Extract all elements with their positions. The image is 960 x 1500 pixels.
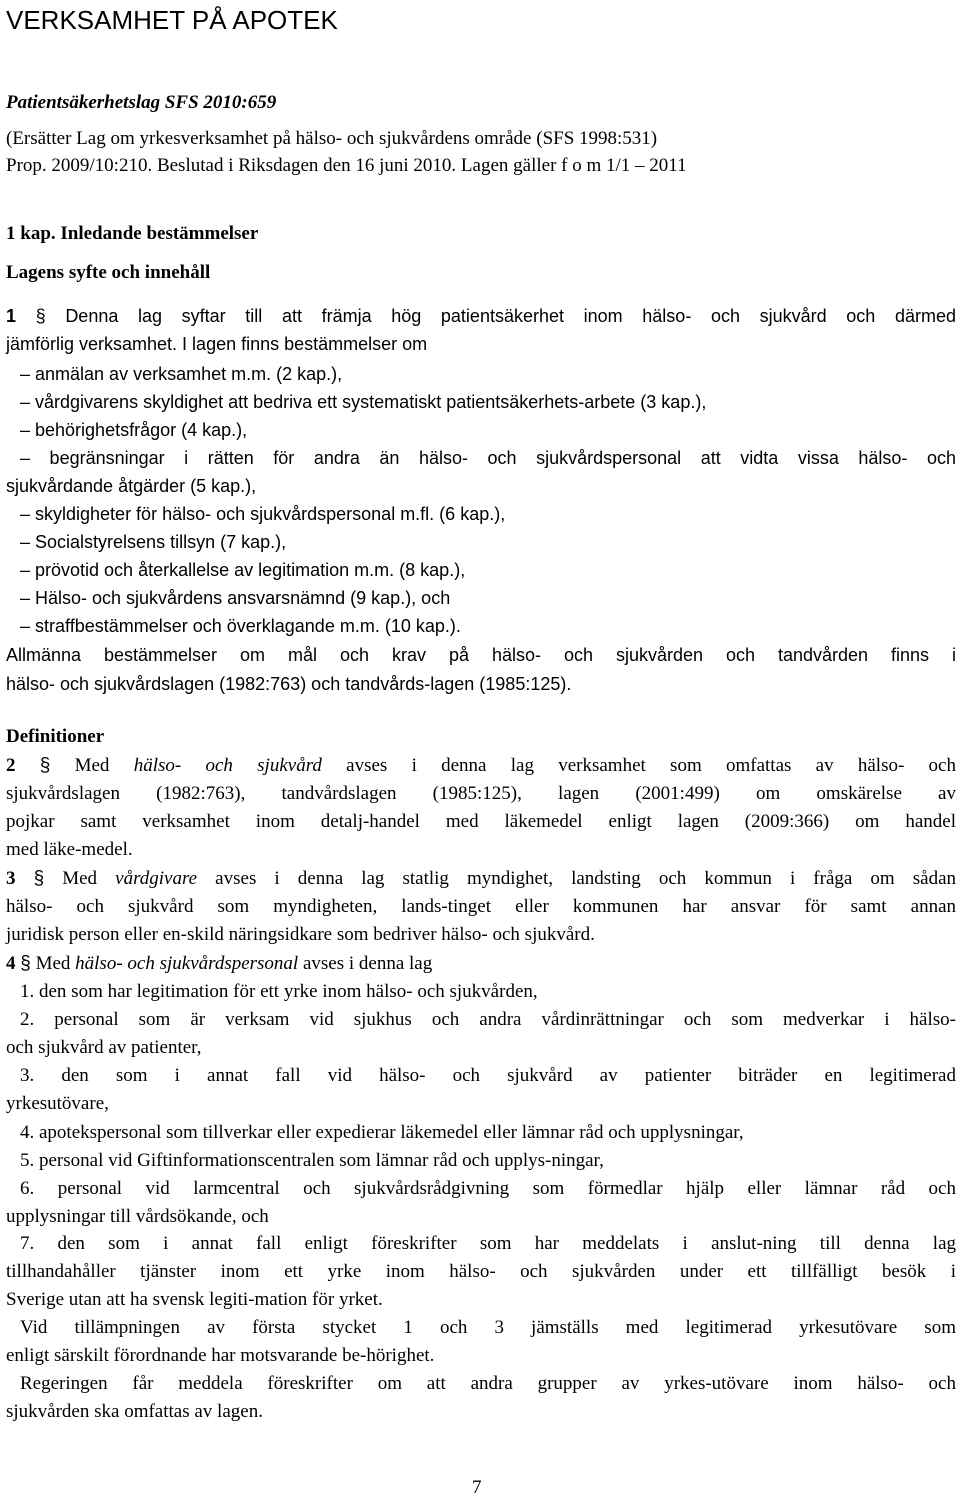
definitions-heading: Definitioner: [6, 726, 105, 747]
general-provisions: hälso- och sjukvårdslagen (1982:763) och tandvårds-lagen (1985:125).: [6, 674, 572, 694]
list-item: – straffbestämmelser och överklagande m.m. (10 kap.).: [20, 616, 461, 636]
numbered-item-continued: upplysningar till vårdsökande, och: [6, 1206, 269, 1227]
section-number: 4: [6, 953, 16, 974]
defined-term: hälso- och sjukvård: [133, 755, 322, 776]
paragraph-sign-icon: §: [35, 306, 46, 326]
defined-term: hälso- och sjukvårdspersonal: [75, 953, 299, 974]
defined-term: vårdgivare: [115, 868, 198, 889]
numbered-item: 3. den som i annat fall vid hälso- och sjukvård av patienter biträder en legitimerad: [20, 1065, 956, 1086]
section-2-line: med läke-medel.: [6, 839, 133, 860]
list-item: – behörighetsfrågor (4 kap.),: [20, 420, 248, 440]
list-item: – skyldigheter för hälso- och sjukvårdspersonal m.fl. (6 kap.),: [20, 504, 506, 524]
section-text: avses i denna lag statlig myndighet, landsting och kommun i fråga om sådan: [197, 868, 957, 889]
section-1-line: jämförlig verksamhet. I lagen finns bestämmelser om: [6, 334, 428, 354]
section-2-line: [6, 754, 956, 778]
paragraph-line: Regeringen får meddela föreskrifter om att andra grupper av yrkes-utövare inom hälso- och: [20, 1373, 956, 1394]
list-item: – Hälso- och sjukvårdens ansvarsnämnd (9 kap.), och: [20, 588, 451, 608]
numbered-item: 2. personal som är verksam vid sjukhus och andra vårdinrättningar och som medverkar i hälso-: [20, 1009, 956, 1030]
section-number: 1: [6, 306, 17, 326]
section-subheading: Lagens syfte och innehåll: [6, 262, 211, 283]
section-text: Med: [62, 868, 116, 889]
page-title: VERKSAMHET PÅ APOTEK: [6, 5, 338, 35]
numbered-item-continued: yrkesutövare,: [6, 1093, 109, 1114]
numbered-item-continued: Sverige utan att ha svensk legiti-mation för yrket.: [6, 1289, 383, 1310]
numbered-item: 7. den som i annat fall enligt föreskrifter som har meddelats i anslut-ning till denna lag: [20, 1233, 956, 1254]
general-provisions: Allmänna bestämmelser om mål och krav på hälso- och sjukvården och tandvården finns i: [6, 645, 956, 665]
section-number: 2: [6, 755, 16, 776]
section-text: avses i denna lag: [298, 953, 433, 974]
paragraph-sign-icon: §: [33, 868, 45, 889]
law-title: Patientsäkerhetslag SFS 2010:659: [6, 92, 277, 113]
law-note: (Ersätter Lag om yrkesverksamhet på hälso- och sjukvårdens område (SFS 1998:531): [6, 128, 658, 149]
page-number: 7: [472, 1477, 482, 1498]
numbered-item: 1. den som har legitimation för ett yrke inom hälso- och sjukvården,: [20, 981, 538, 1002]
section-text: Denna lag syftar till att främja hög patientsäkerhet inom hälso- och sjukvård och därmed: [65, 306, 956, 326]
section-text: Med: [35, 953, 76, 974]
section-3-line: [6, 867, 956, 891]
list-item: – prövotid och återkallelse av legitimation m.m. (8 kap.),: [20, 560, 466, 580]
section-3-line: hälso- och sjukvård som myndigheten, lands-tinget eller kommunen har ansvar för samt annan: [6, 896, 956, 917]
list-item: – anmälan av verksamhet m.m. (2 kap.),: [20, 364, 343, 384]
list-item: – begränsningar i rätten för andra än hälso- och sjukvårdspersonal att vidta vissa hälso- och: [20, 448, 956, 468]
numbered-item: 6. personal vid larmcentral och sjukvårdsrådgivning som förmedlar hjälp eller lämnar råd och: [20, 1178, 956, 1199]
section-4-line: [6, 952, 432, 976]
numbered-item: 5. personal vid Giftinformationscentralen som lämnar råd och upplys-ningar,: [20, 1150, 604, 1171]
chapter-heading: 1 kap. Inledande bestämmelser: [6, 223, 259, 244]
paragraph-line: Vid tillämpningen av första stycket 1 och 3 jämställs med legitimerad yrkesutövare som: [20, 1317, 956, 1338]
list-item-continued: sjukvårdande åtgärder (5 kap.),: [6, 476, 257, 496]
paragraph-sign-icon: §: [39, 755, 51, 776]
list-item: – Socialstyrelsens tillsyn (7 kap.),: [20, 532, 287, 552]
paragraph-line: enligt särskilt förordnande har motsvarande be-hörighet.: [6, 1345, 435, 1366]
numbered-item-continued: tillhandahåller tjänster inom ett yrke inom hälso- och sjukvården under ett tillfälligt besök i: [6, 1261, 956, 1282]
section-3-line: juridisk person eller en-skild näringsidkare som bedriver hälso- och sjukvård.: [6, 924, 595, 945]
numbered-item: 4. apotekspersonal som tillverkar eller expedierar läkemedel eller lämnar råd och upplysningar,: [20, 1122, 744, 1143]
list-item: – vårdgivarens skyldighet att bedriva ett systematiskt patientsäkerhets-arbete (3 kap.),: [20, 392, 707, 412]
section-number: 3: [6, 868, 16, 889]
law-note: Prop. 2009/10:210. Beslutad i Riksdagen den 16 juni 2010. Lagen gäller f o m 1/1 – 2011: [6, 155, 687, 176]
paragraph-sign-icon: §: [20, 953, 31, 974]
section-1-line: [6, 304, 956, 328]
numbered-item-continued: och sjukvård av patienter,: [6, 1037, 202, 1058]
paragraph-line: sjukvården ska omfattas av lagen.: [6, 1401, 263, 1422]
section-text: Med: [74, 755, 134, 776]
section-2-line: pojkar samt verksamhet inom detalj-handel med läkemedel enligt lagen (2009:366) om handel: [6, 811, 956, 832]
section-2-line: sjukvårdslagen (1982:763), tandvårdslagen (1985:125), lagen (2001:499) om omskärelse av: [6, 783, 956, 804]
section-text: avses i denna lag verksamhet som omfattas av hälso- och: [321, 755, 956, 776]
